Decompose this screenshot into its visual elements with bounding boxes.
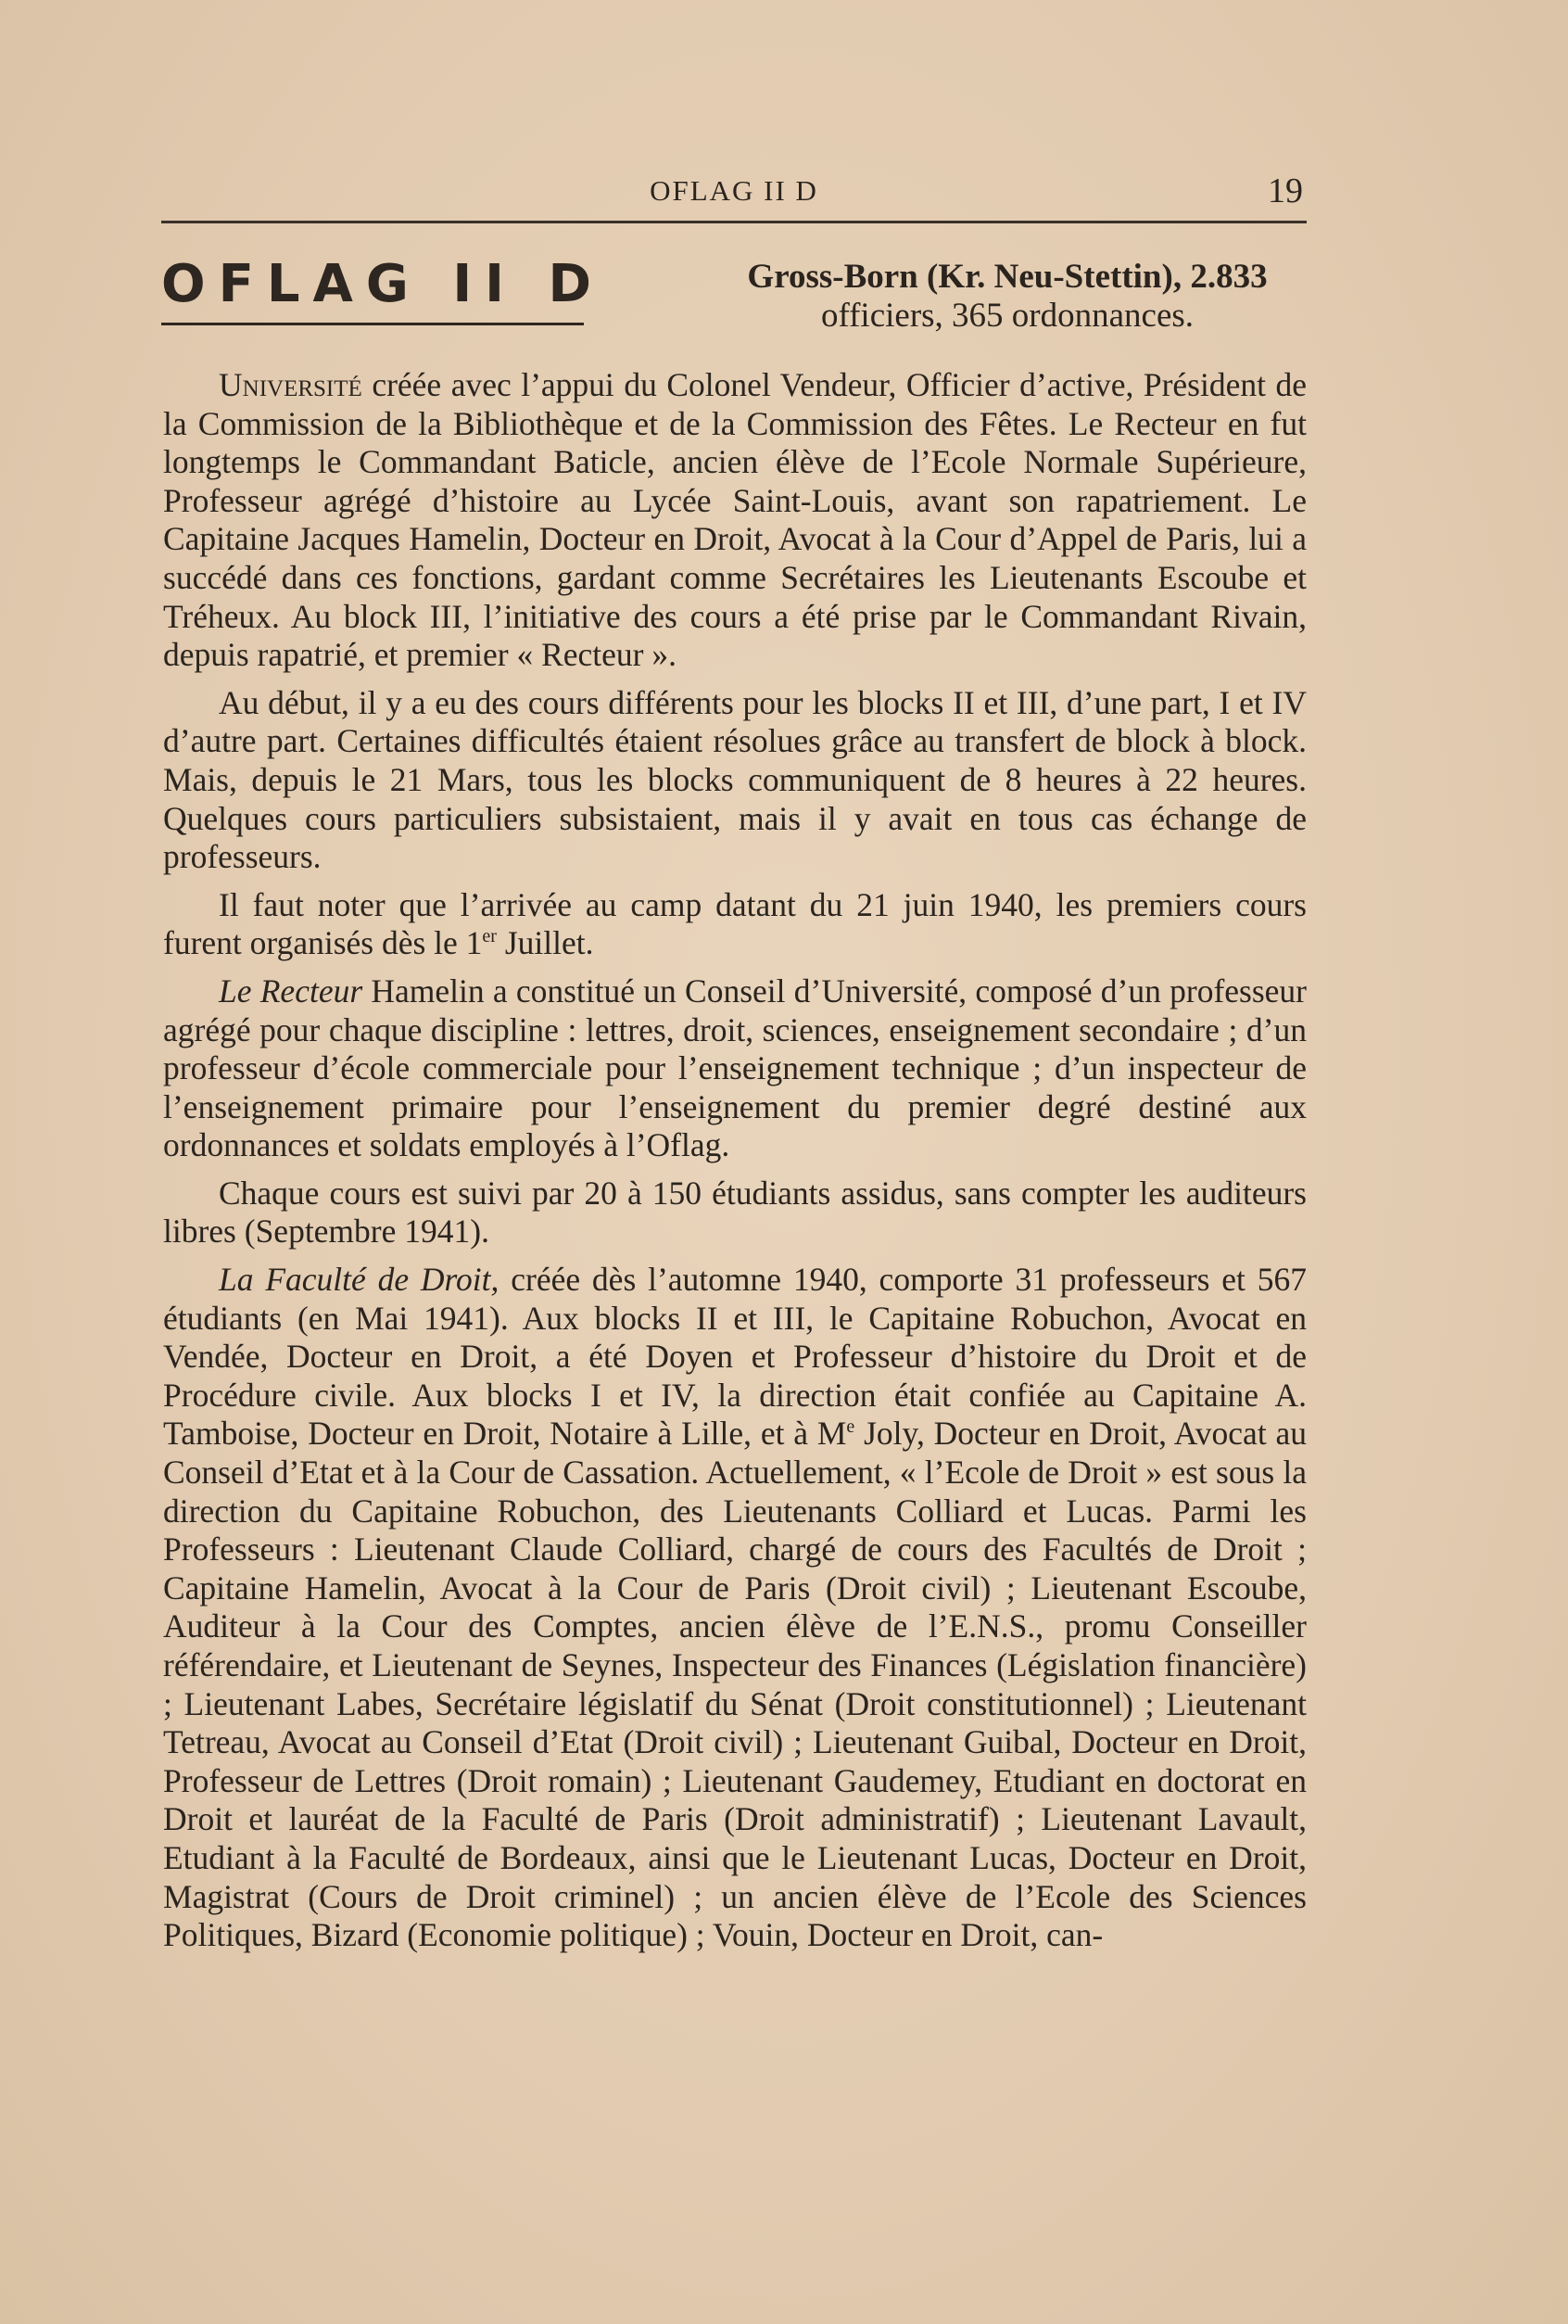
superscript: e: [846, 1416, 855, 1438]
paragraph-text: Joly, Docteur en Droit, Avocat au Conseil d’Etat et à la Cour de Cassation. Actuellement, « l’Ecole de Droit » est sous la direction du Capitaine Robuchon, des Lieutenants Colliard et Lucas. Parmi les Professeurs : Lieutenant Claude Colliard, chargé de cours des Facultés de Droit ; Capitaine Hamelin, Avocat à la Cour de Paris (Droit civil) ; Lieutenant Escoube, Auditeur à la Cour des Comptes, ancien élève de l’E.N.S., promu Conseiller référendaire, et Lieutenant de Seynes, Inspecteur des Finances (Législation financière) ; Lieutenant Labes, Secrétaire législatif du Sénat (Droit constitutionnel) ; Lieutenant Tetreau, Avocat au Conseil d’Etat (Droit civil) ; Lieutenant Guibal, Docteur en Droit, Professeur de Lettres (Droit romain) ; Lieutenant Gaudemey, Etudiant en doctorat en Droit et lauréat de la Faculté de Paris (Droit administratif) ; Lieutenant Lavault, Etudiant à la Faculté de Bordeaux, ainsi que le Lieutenant Lucas, Docteur en Droit, Magistrat (Cours de Droit criminel) ; un ancien élève de l’Ecole des Sciences Politiques, Bizard (Economie politique) ; Vouin, Docteur en Droit, can-: [163, 1415, 1307, 1954]
paragraph-faculte-droit: [163, 1261, 1307, 1955]
superscript: er: [482, 926, 497, 947]
camp-title-underline: [161, 323, 584, 325]
paragraph-text: créée dès l’automne 1940, comporte 31 professeurs et 567 étudiants (en Mai 1941). Aux blocks II et III, le Capitaine Robuchon, Avocat en Vendée, Docteur en Droit, a été Doyen et Professeur d’histoire du Droit et de Procédure civile. Aux blocks I et IV, la direction était confiée au Capitaine A. Tamboise, Docteur en Droit, Notaire à Lille, et à M: [163, 1261, 1307, 1453]
paragraph-text: Au début, il y a eu des cours différents pour les blocks II et III, d’une part, I et IV d’autre part. Certaines difficultés étaient résolues grâce au transfert de block à block. Mais, depuis le 21 Mars, tous les blocks communiquent de 8 heures à 22 heures. Quelques cours particuliers subsistaient, mais il y avait en tous cas échange de professeurs.: [163, 683, 1307, 876]
paragraph-recteur: [163, 972, 1307, 1165]
paragraph-blocks: [163, 684, 1307, 877]
running-title: OFLAG II D: [650, 174, 818, 207]
paragraph-arrivee: [163, 886, 1307, 963]
paragraph-cours: [163, 1175, 1307, 1251]
body-text: [163, 366, 1307, 1964]
paragraph-text: Chaque cours est suivi par 20 à 150 étudiants assidus, sans compter les auditeurs libres (Septembre 1941).: [163, 1174, 1307, 1251]
paragraph-universite: [163, 366, 1307, 675]
paragraph-lead: La Faculté de Droit,: [219, 1261, 499, 1299]
page-number: 19: [1268, 171, 1303, 210]
paragraph-text: créée avec l’appui du Colonel Vendeur, Officier d’active, Président de la Commission de la Bibliothèque et de la Commission des Fêtes. Le Recteur en fut longtemps le Commandant Baticle, ancien élève de l’Ecole Normale Supérieure, Professeur agrégé d’histoire au Lycée Saint-Louis, avant son rapatriement. Le Capitaine Jacques Hamelin, Docteur en Droit, Avocat à la Cour d’Appel de Paris, lui a succédé dans ces fonctions, gardant comme Secrétaires les Lieutenants Escoube et Tréheux. Au block III, l’initiative des cours a été prise par le Commandant Rivain, depuis rapatrié, et premier « Recteur ».: [163, 366, 1307, 674]
camp-info: [706, 258, 1309, 336]
camp-location: Gross-Born (Kr. Neu-Stettin), 2.833: [747, 258, 1268, 296]
paragraph-text: Il faut noter que l’arrivée au camp datant du 21 juin 1940, les premiers cours furent organisés dès le 1: [163, 885, 1307, 962]
camp-strength: officiers, 365 ordonnances.: [820, 297, 1195, 335]
paragraph-lead: Université: [219, 366, 362, 403]
paragraph-text: Juillet.: [496, 924, 594, 962]
paragraph-text: Hamelin a constitué un Conseil d’Université, composé d’un professeur agrégé pour chaque discipline : lettres, droit, sciences, enseignement secondaire ; d’un professeur d’école commerciale pour l’enseignement technique ; d’un inspecteur de l’enseignement primaire pour l’enseignement du premier degré destiné aux ordonnances et soldats employés à l’Oflag.: [163, 972, 1307, 1164]
paragraph-lead: Le Recteur: [219, 972, 363, 1010]
running-header: [161, 171, 1307, 223]
camp-title: OFLAG II D: [161, 254, 604, 314]
